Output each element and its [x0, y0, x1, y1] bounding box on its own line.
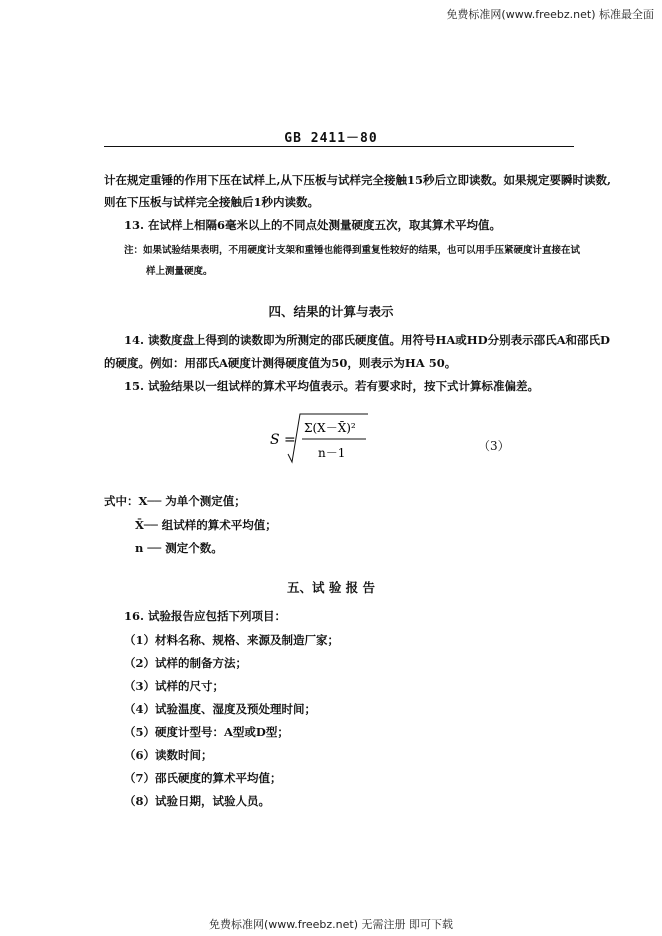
section-5-title: 五、试 验 报 告 — [286, 580, 376, 595]
paragraph-continuation-line-2: 则在下压板与试样完全接触后1秒内读数。 — [104, 195, 319, 209]
paragraph-continuation-line-1: 计在规定重锤的作用下压在试样上,从下压板与试样完全接触15秒后立即读数。如果规定要瞬时读数, — [104, 173, 612, 187]
report-item: （5）硬度计型号：A型或D型； — [124, 725, 289, 739]
clause-13: 13. 在试样上相隔6毫米以上的不同点处测量硬度五次，取其算术平均值。 — [124, 218, 502, 232]
report-item: （8）试验日期，试验人员。 — [124, 794, 271, 808]
report-item: （3）试样的尺寸； — [124, 679, 225, 693]
standard-deviation-formula — [270, 408, 390, 472]
where-clause-1: 式中：X── 为单个测定值； — [104, 494, 246, 508]
equation-number: （3） — [478, 439, 510, 453]
bottom-banner: 免费标准网(www.freebz.net) 无需注册 即可下载 — [208, 918, 454, 931]
note-line-2: 样上测量硬度。 — [146, 266, 213, 277]
report-item: （6）读数时间； — [124, 748, 213, 762]
where-clause-3: n ── 测定个数。 — [135, 541, 223, 555]
clause-15: 15. 试验结果以一组试样的算术平均值表示。若有要求时，按下式计算标准偏差。 — [124, 379, 540, 393]
report-item: （7）邵氏硬度的算术平均值； — [124, 771, 282, 785]
section-4-title: 四、结果的计算与表示 — [268, 304, 394, 319]
header-rule — [104, 146, 574, 147]
standard-header: GB 2411－80 — [284, 131, 378, 146]
report-item: （1）材料名称、规格、来源及制造厂家； — [124, 633, 339, 647]
clause-14-line-1: 14. 读数度盘上得到的读数即为所测定的邵氏硬度值。用符号HA或HD分别表示邵氏A和邵氏D — [124, 333, 611, 347]
report-item: （2）试样的制备方法； — [124, 656, 248, 670]
formula-lhs: S = — [270, 432, 296, 448]
formula-denominator: n－1 — [318, 446, 346, 460]
report-item: （4）试验温度、湿度及预处理时间； — [124, 702, 316, 716]
note-line-1: 注：如果试验结果表明，不用硬度计支架和重锤也能得到重复性较好的结果，也可以用手压紧硬度计直接在试 — [124, 245, 581, 256]
where-clause-2: X̄── 组试样的算术平均值； — [135, 518, 277, 532]
formula-numerator: Σ(X－X̄)² — [304, 421, 356, 435]
clause-16: 16. 试验报告应包括下列项目： — [124, 609, 287, 623]
clause-14-line-2: 的硬度。例如：用邵氏A硬度计测得硬度值为50，则表示为HA 50。 — [104, 356, 457, 370]
top-banner: 免费标准网(www.freebz.net) 标准最全面 — [446, 8, 654, 21]
